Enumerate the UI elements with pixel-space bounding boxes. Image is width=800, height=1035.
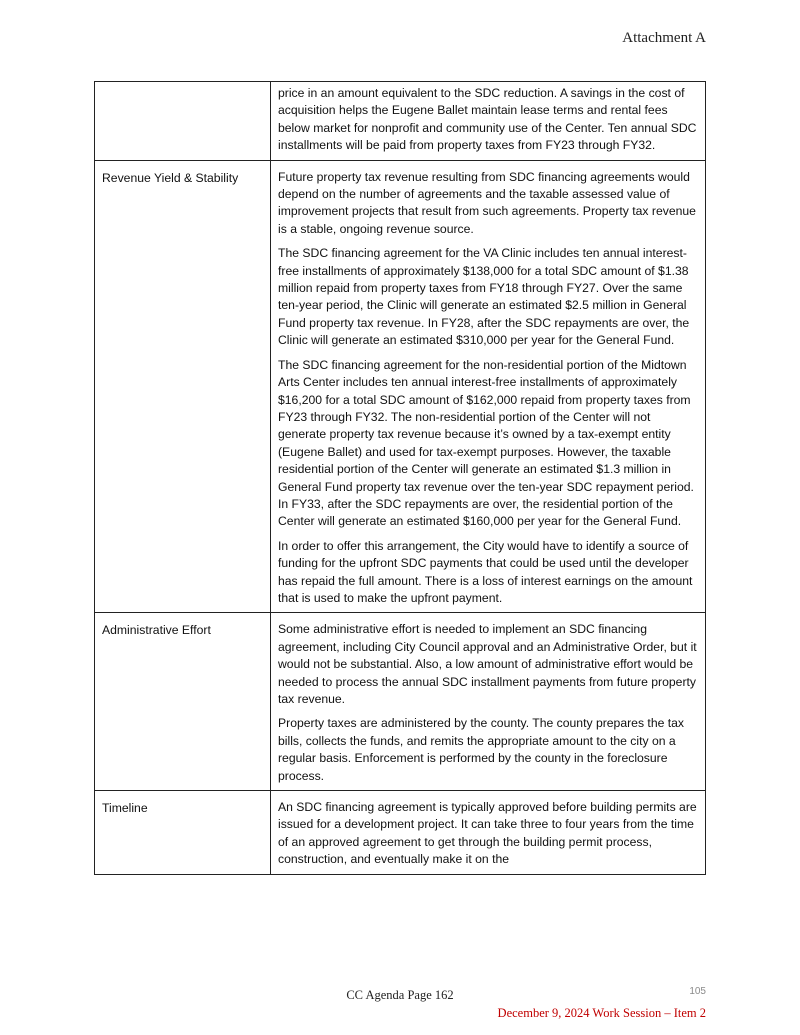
agenda-page-label: CC Agenda Page 162 (346, 988, 454, 1002)
row-label (95, 82, 271, 161)
row-content (271, 160, 706, 613)
row-content (271, 791, 706, 875)
criteria-table (94, 81, 706, 875)
paragraph: Some administrative effort is needed to implement an SDC financing agreement, including City Council approval and an Administrative Order, but it would not be substantial. Also, a low amount of administrative effort would be needed to process the annual SDC installment payments from future property tax revenue. (278, 622, 697, 706)
row-label-revenue-yield: Revenue Yield & Stability (95, 160, 271, 613)
attachment-header: Attachment A (622, 30, 706, 46)
paragraph: Future property tax revenue resulting from SDC financing agreements would depend on the number of agreements and the taxable assessed value of improvement projects that result from such agreements. Property tax revenue is a stable, ongoing revenue source. (278, 169, 696, 236)
row-label-timeline: Timeline (95, 791, 271, 875)
paragraph: The SDC financing agreement for the VA Clinic includes ten annual interest-free installments of approximately $138,000 for a total SDC amount of $1.38 million repaid from property taxes from FY18 through FY27. Over the same ten-year period, the Clinic will generate an estimated $2.5 million in General Fund property tax revenue. In FY28, after the SDC repayments are over, the Clinic will generate an estimated $310,000 per year for the General Fund. (278, 246, 690, 348)
row-label-administrative-effort: Administrative Effort (95, 613, 271, 791)
paragraph: The SDC financing agreement for the non-residential portion of the Midtown Arts Center includes ten annual interest-free installments of approximately $16,200 for a total SDC amount of $162,000 repaid from property taxes from FY23 through FY32. The non-residential portion of the Center will not generate property tax revenue because it’s owned by a tax-exempt entity (Eugene Ballet) and used for tax-exempt purposes. However, the taxable residential portion of the Center will generate an estimated $1.3 million in General Fund property tax revenue over the ten-year SDC repayment period. In FY33, after the SDC repayments are over, the residential portion of the Center will generate an estimated $160,000 per year for the General Fund. (278, 357, 694, 529)
paragraph: Property taxes are administered by the county. The county prepares the tax bills, collects the funds, and remits the appropriate amount to the city on a regular basis. Enforcement is performed by the county in the foreclosure process. (278, 716, 685, 783)
paragraph: An SDC financing agreement is typically approved before building permits are issued for a development project. It can take three to four years from the time of an approved agreement to get through the building permit process, construction, and eventually make it on the (278, 800, 697, 867)
row-content (271, 82, 706, 161)
table-row (95, 160, 706, 613)
row-content (271, 613, 706, 791)
table-row (95, 613, 706, 791)
table-row (95, 791, 706, 875)
page-number: 105 (689, 986, 706, 997)
table-row (95, 82, 706, 161)
paragraph: In order to offer this arrangement, the City would have to identify a source of funding for the upfront SDC payments that could be used until the developer has repaid the full amount. There is a loss of interest earnings on the amount that is used to make the upfront payment. (278, 538, 693, 605)
paragraph: price in an amount equivalent to the SDC reduction. A savings in the cost of acquisition helps the Eugene Ballet maintain lease terms and rental fees below market for nonprofit and community use of the Center. Ten annual SDC installments will be paid from property taxes from FY23 through FY32. (278, 86, 697, 153)
work-session-label: December 9, 2024 Work Session – Item 2 (497, 1006, 706, 1020)
